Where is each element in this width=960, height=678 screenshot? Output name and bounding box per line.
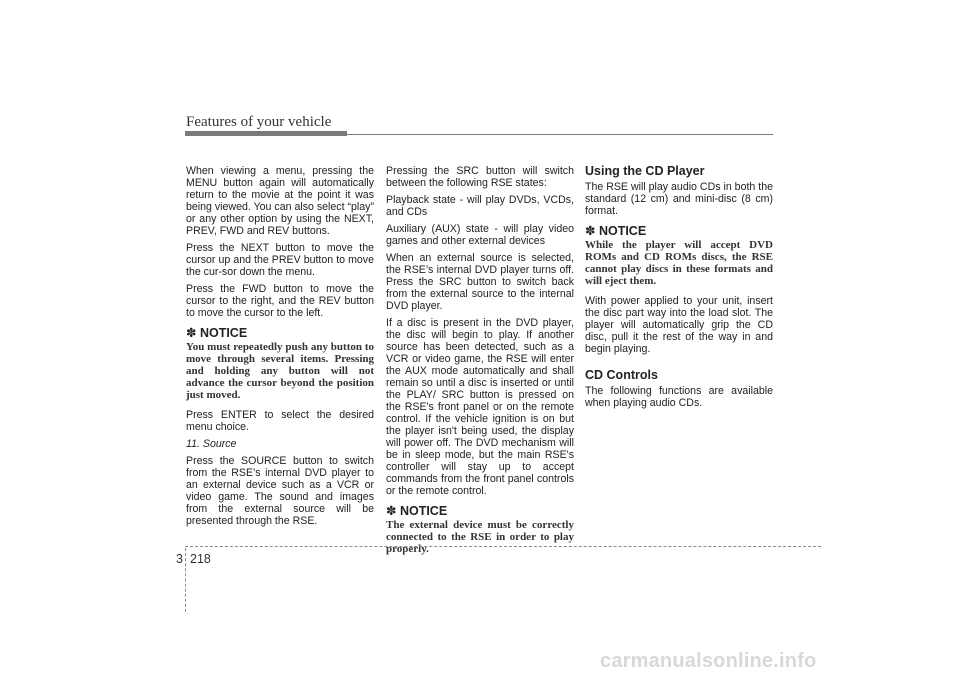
paragraph: Press the NEXT button to move the cursor up and the PREV button to move the cur-sor down the menu.	[186, 242, 374, 278]
page-number: 218	[190, 552, 211, 566]
page-header-title: Features of your vehicle	[186, 114, 332, 130]
notice-title: ✽ NOTICE	[386, 504, 448, 518]
notice-title: ✽ NOTICE	[585, 224, 647, 238]
section-heading: Using the CD Player	[585, 164, 705, 178]
footer-rule	[185, 546, 821, 547]
notice-body: You must repeatedly push any button to move through several items. Pressing and holding any button will not advance the cursor beyond the position just moved.	[186, 341, 374, 401]
column-middle	[386, 165, 574, 563]
paragraph: Press the FWD button to move the cursor to the right, and the REV button to move the cursor to the left.	[186, 283, 374, 319]
notice-body: The external device must be correctly connected to the RSE in order to play properly.	[386, 519, 574, 555]
section-heading: CD Controls	[585, 368, 658, 382]
chapter-number: 3	[176, 552, 183, 566]
paragraph: The following functions are available when playing audio CDs.	[585, 385, 773, 409]
paragraph: The RSE will play audio CDs in both the standard (12 cm) and mini-disc (8 cm) format.	[585, 181, 773, 217]
header-rule-thin	[347, 134, 773, 135]
paragraph: Press ENTER to select the desired menu choice.	[186, 409, 374, 433]
paragraph: With power applied to your unit, insert the disc part way into the load slot. The player will automatically grip the CD disc, pull it the rest of the way in and begin playing.	[585, 295, 773, 355]
paragraph: Playback state - will play DVDs, VCDs, and CDs	[386, 194, 574, 218]
paragraph: Pressing the SRC button will switch between the following RSE states:	[386, 165, 574, 189]
notice-body: While the player will accept DVD ROMs and CD ROMs discs, the RSE cannot play discs in these formats and will eject them.	[585, 239, 773, 287]
watermark: carmanualsonline.info	[600, 650, 817, 672]
footer-margin-line	[185, 548, 186, 612]
notice-title: ✽ NOTICE	[186, 326, 248, 340]
paragraph: Auxiliary (AUX) state - will play video games and other external devices	[386, 223, 574, 247]
subsection-heading: 11. Source	[186, 438, 237, 450]
paragraph: When viewing a menu, pressing the MENU button again will automatically return to the movie at the point it was being viewed. You can also select “play” or any other option by using the NEXT, PREV, FWD and REV buttons.	[186, 165, 374, 237]
paragraph: If a disc is present in the DVD player, the disc will begin to play. If another source has been detected, such as a VCR or video game, the RSE will enter the AUX mode automatically and shall remain so until a disc is inserted or until the PLAY/ SRC button is pressed on the RSE's front panel or on the remote control. If the vehicle ignition is on but the player isn't being used, the display will power off. The DVD mechanism will be in sleep mode, but the main RSE's controller will stay up to accept commands from the front panel controls or the remote control.	[386, 317, 574, 497]
header-rule-thick	[185, 131, 347, 136]
paragraph: When an external source is selected, the RSE’s internal DVD player turns off. Press the SRC button to switch back from the external source to the internal DVD player.	[386, 252, 574, 312]
paragraph: Press the SOURCE button to switch from the RSE’s internal DVD player to an external device such as a VCR or video game. The sound and images from the external source will be presented through the RSE.	[186, 455, 374, 527]
column-right	[585, 165, 773, 414]
column-left	[186, 165, 374, 532]
